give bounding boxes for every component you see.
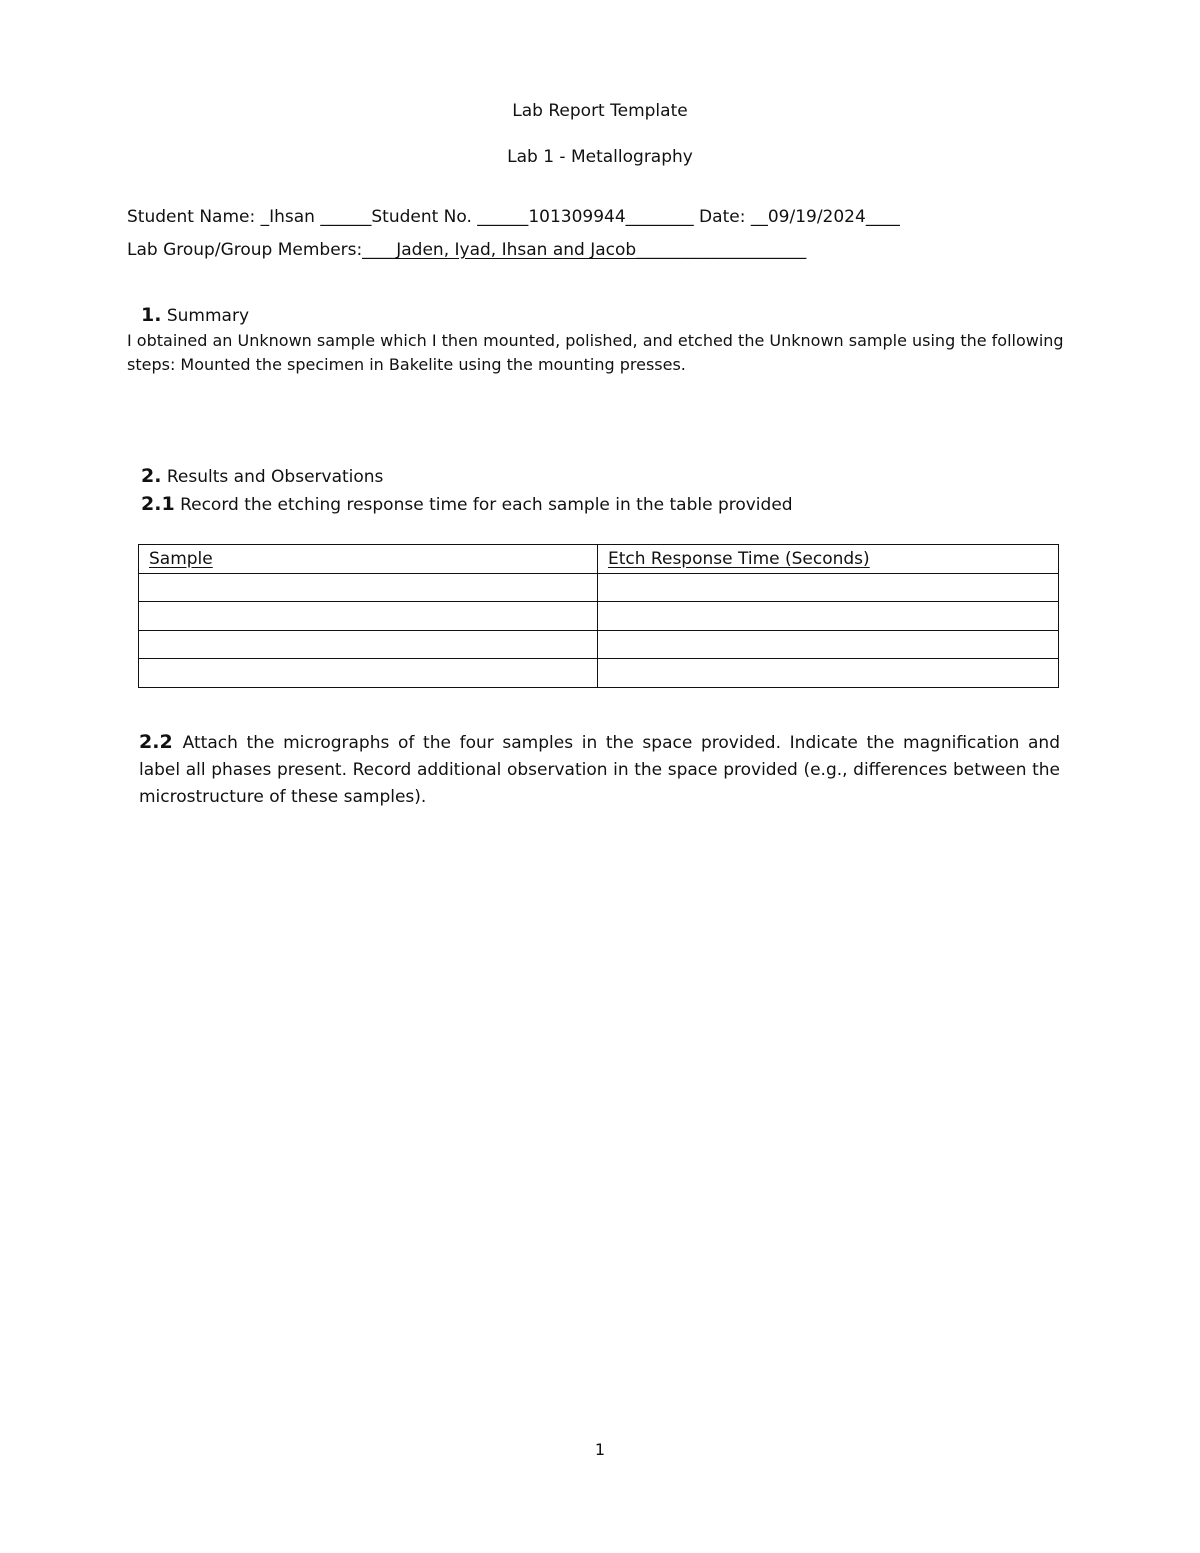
document-subtitle: Lab 1 - Metallography	[507, 147, 693, 167]
table-cell	[139, 602, 598, 631]
table-cell	[598, 659, 1059, 688]
summary-text-line-2: steps: Mounted the specimen in Bakelite using the mounting presses.	[127, 355, 686, 374]
group-members-label: Lab Group/Group Members:	[127, 240, 363, 260]
page-number: 1	[594, 1440, 606, 1459]
results-heading-text: Results and Observations	[166, 467, 384, 487]
subsection-2-2	[139, 729, 1060, 811]
document-title: Lab Report Template	[512, 101, 688, 121]
group-members-line	[127, 240, 806, 260]
etch-response-table	[138, 544, 1059, 688]
table-row	[139, 602, 1059, 631]
results-number: 2.	[141, 465, 162, 487]
student-info-line	[127, 207, 900, 227]
table-row	[139, 573, 1059, 602]
student-name-value: Ihsan	[269, 207, 315, 227]
subsection-2-2-number: 2.2	[139, 731, 173, 753]
results-heading	[141, 465, 383, 487]
date-trailing-blank: ____	[865, 207, 900, 227]
table-cell	[598, 573, 1059, 602]
student-no-label: ______Student No. ______	[314, 207, 529, 227]
table-header-row	[139, 545, 1059, 574]
subsection-2-1	[141, 493, 793, 515]
table-row	[139, 630, 1059, 659]
table-row	[139, 659, 1059, 688]
group-members-value: ____Jaden, Iyad, Ihsan and Jacob____________________	[362, 240, 807, 260]
date-value: 09/19/2024	[767, 207, 866, 227]
summary-heading-text: Summary	[166, 306, 250, 326]
summary-text-line-1: I obtained an Unknown sample which I then mounted, polished, and etched the Unknown sample using the following	[127, 331, 1064, 350]
table-cell	[139, 573, 598, 602]
table-cell	[139, 659, 598, 688]
table-header-cell: Etch Response Time (Seconds)	[598, 545, 1059, 574]
summary-heading	[141, 304, 249, 326]
table-cell	[598, 630, 1059, 659]
table-cell	[598, 602, 1059, 631]
date-label: ________ Date: __	[625, 207, 768, 227]
summary-number: 1.	[141, 304, 162, 326]
subsection-2-1-number: 2.1	[141, 493, 175, 515]
table-header-cell: Sample	[139, 545, 598, 574]
subsection-2-2-text: Attach the micrographs of the four samples in the space provided. Indicate the magnification and label all phases present. Record additional observation in the space provided (e.g., differences between the microstructure of these samples).	[139, 733, 1060, 807]
table-cell	[139, 630, 598, 659]
student-no-value: 101309944	[528, 207, 626, 227]
subsection-2-1-text: Record the etching response time for each sample in the table provided	[180, 495, 793, 515]
student-name-label: Student Name: _	[127, 207, 270, 227]
